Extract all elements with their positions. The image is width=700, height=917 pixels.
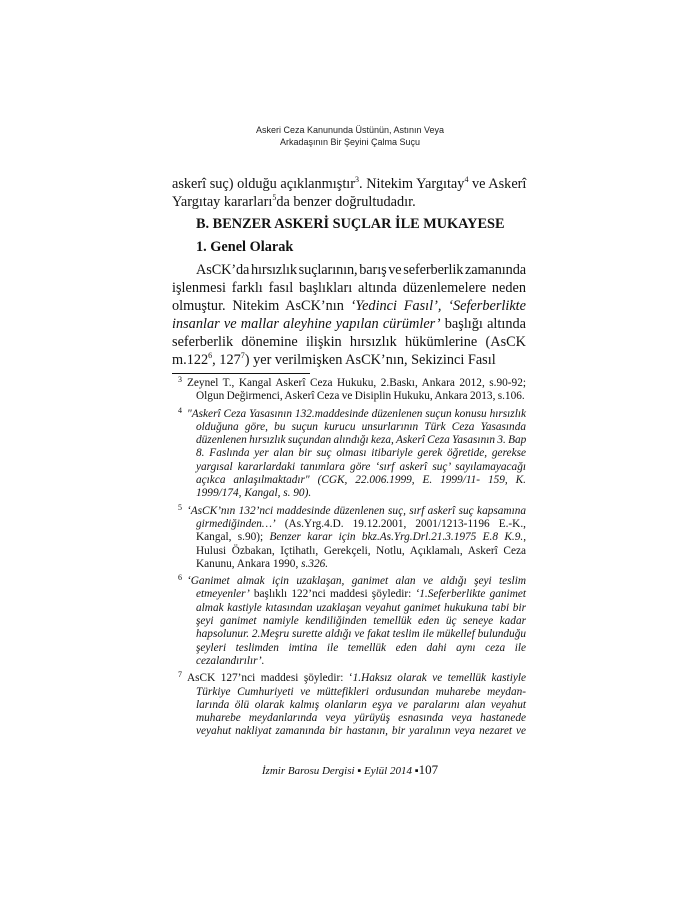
text-line	[172, 672, 526, 685]
text-segment: 8. Faslında yer alan bir suç olması itibariyle gerek öğretide, gerekse	[196, 447, 526, 460]
footnote	[172, 575, 526, 668]
footnote-number: 5	[178, 502, 182, 512]
text-line	[172, 686, 526, 699]
footnotes	[172, 377, 526, 743]
text-line	[172, 351, 526, 369]
page-footer	[0, 762, 700, 778]
text-line	[172, 297, 526, 315]
text-line	[172, 447, 526, 460]
text-segment: ‘AsCK’nın 132’nci maddesinde düzenlenen suç, sırf askerî suç kapsamına	[187, 504, 526, 517]
text-segment: Kangal, s.90);	[196, 531, 270, 544]
section-heading: B. BENZER ASKERİ SUÇLAR İLE MUKAYESE	[196, 216, 505, 232]
text-line	[172, 461, 526, 474]
text-segment: muharebe meydanlarında veya yürüyüş esnasında veya hastanede	[196, 712, 526, 725]
footnote-ref[interactable]: 7	[240, 351, 245, 361]
text-line	[172, 487, 526, 500]
text-segment: askerî suç) olduğu açıklanmıştır	[172, 176, 356, 192]
text-segment: Zeynel T., Kangal Askerî Ceza Hukuku, 2.Baskı, Ankara 2012, s.90-92;	[187, 377, 526, 389]
text-line	[172, 602, 526, 615]
text-segment: 1999/174, Kangal, s. 90).	[196, 487, 312, 500]
separator: ▪	[357, 765, 362, 777]
text-segment: düzenlenen hırsızlık suçundan alındığı keza, Askerî Ceza Yasasının 3. Bap	[196, 434, 527, 447]
footnote	[172, 405, 527, 501]
footnote-separator	[172, 373, 310, 374]
running-header-line-2: Arkadaşının Bir Şeyini Çalma Suçu	[279, 137, 421, 147]
text-line	[172, 502, 526, 518]
text-segment: hapsolunur. 2.Meşru surette aldığı ve fakat teslim ile mükellef bulunduğu	[196, 628, 526, 641]
text-segment: yargısal kararlardaki tanımlara göre ‘sırf askerî suç’ sayılamayacağı	[196, 460, 526, 473]
text-line	[172, 615, 526, 628]
footnote-number: 3	[178, 375, 182, 384]
text-segment: açıkca anlaşılmaktadır" (CGK, 22.006.1999, E. 1999/11- 159, K.	[196, 474, 526, 487]
text-segment: başlığı altında	[440, 316, 526, 332]
text-segment: Benzer karar için bkz.As.Yrg.Drl.21.3.1975 E.8 K.9.	[269, 531, 524, 544]
text-segment: başlıklı 122’nci maddesi şöyledir:	[249, 588, 416, 601]
text-segment: AsCK 127’nci maddesi şöyledir: ‘	[187, 672, 353, 685]
text-segment: Türkiye Cumhuriyeti ve müttefikleri ordusundan muharebe meydan-	[196, 685, 526, 698]
text-segment: , 127	[212, 352, 241, 368]
text-segment: 1.Haksız olarak ve temellük kastiyle	[352, 672, 526, 685]
subsection-heading: 1. Genel Olarak	[196, 239, 294, 255]
text-segment: Kanunu, Ankara 1990,	[196, 557, 302, 570]
intro-text	[172, 175, 526, 211]
text-segment: ‘Yedinci Fasıl’, ‘Seferberlikte	[350, 298, 526, 314]
text-segment: m.122	[172, 352, 209, 368]
text-line	[172, 279, 526, 297]
text-segment: "Askerî Ceza Yasasının 132.maddesinde düzenlenen suçun konusu hırsızlık	[187, 407, 526, 420]
text-line	[172, 655, 526, 668]
text-segment: girmediğinden…’	[196, 517, 276, 530]
footnote-number: 4	[178, 405, 182, 415]
text-segment: ‘Ganimet almak için uzaklaşan, ganimet alan ve aldığı şeyi teslim	[187, 575, 526, 588]
text-line	[172, 545, 526, 558]
text-segment: etmeyenler’	[196, 588, 250, 601]
text-segment: da benzer doğrultudadır.	[276, 194, 416, 210]
footnote-ref[interactable]: 5	[272, 193, 277, 203]
text-segment: (As.Yrg.4.D. 19.12.2001, 2001/1213-1196 E.-K.,	[275, 517, 526, 530]
footnote-ref[interactable]: 6	[208, 351, 213, 361]
footnote-ref[interactable]: 3	[355, 175, 360, 185]
text-line	[172, 575, 526, 588]
text-line	[172, 421, 526, 434]
footnote	[172, 377, 526, 404]
text-segment: AsCK’da hırsızlık suçlarının, barış ve seferberlik zamanında	[196, 262, 526, 278]
text-segment: ) yer verilmişken AsCK’nın, Sekizinci Fasıl	[244, 352, 496, 368]
body-paragraph	[172, 261, 526, 369]
text-line	[172, 261, 526, 279]
text-line	[172, 333, 526, 351]
text-line	[172, 642, 526, 655]
text-segment: seferberlik dönemine ilişkin hırsızlık hükümlerine (AsCK	[172, 334, 526, 350]
text-segment: şeyi ganimet namiyle kendiliğinden temellük eden üç seneye kadar	[196, 615, 526, 628]
text-line	[172, 725, 526, 738]
running-header-line-1: Askeri Ceza Kanununda Üstünün, Astının Veya	[255, 125, 445, 135]
text-segment: larında ölü olarak kalmış olanların eşya ve paralarını alan veyahut	[196, 698, 526, 711]
text-segment: ‘1.Seferberlikte ganimet	[415, 588, 527, 601]
text-line	[172, 315, 526, 333]
text-line	[172, 531, 526, 544]
footnote	[172, 502, 527, 571]
footnote-ref[interactable]: 4	[464, 175, 469, 185]
text-line	[172, 699, 526, 712]
page-number: 107	[418, 762, 439, 777]
text-line	[172, 474, 526, 487]
text-line	[172, 628, 526, 641]
separator: ▪	[414, 765, 419, 777]
text-segment: . Nitekim Yargıtay	[359, 176, 465, 192]
text-segment: Yargıtay kararları	[172, 194, 273, 210]
text-line	[172, 377, 526, 390]
footnote-number: 6	[178, 573, 182, 583]
issue-date: Eylül 2014	[363, 765, 412, 777]
text-segment: ,	[523, 531, 527, 544]
text-line	[172, 518, 526, 531]
text-line	[172, 558, 526, 571]
journal-name: İzmir Barosu Dergisi	[261, 765, 355, 777]
text-segment: ve Askerî	[468, 176, 527, 192]
footnote-number: 7	[178, 670, 182, 680]
text-line	[172, 175, 526, 193]
text-segment: almak kastiyle kıtasından uzaklaşan veyahut ganimet hukukuna tabi bir	[196, 601, 526, 614]
text-segment: işlenmesi farklı fasıl başlıkları altında düzenlemelere neden	[172, 280, 526, 296]
text-segment: olduğuna göre, bu suçun kurucu unsurlarının Türk Ceza Yasasında	[196, 420, 526, 433]
text-segment: veyahut nakliyat zamanında bir hastanın, bir yaralının veya nezaret ve	[196, 725, 526, 738]
text-line	[172, 405, 526, 421]
text-segment: Olgun Değirmenci, Askerî Ceza ve Disiplin Hukuku, Ankara 2013, s.106.	[196, 390, 525, 403]
text-segment: s.326.	[301, 557, 329, 570]
text-segment: şeyleri teslimden imtina ile temellük eden dahi aynı ceza ile	[196, 641, 526, 654]
text-line	[172, 434, 526, 447]
text-line	[172, 193, 526, 211]
text-line	[172, 390, 526, 403]
text-segment: insanlar ve mallar aleyhine yapılan cürümler’	[172, 316, 441, 332]
text-segment: olmuştur. Nitekim AsCK’nın	[172, 298, 351, 314]
text-line	[172, 712, 526, 725]
text-segment: cezalandırılır’.	[196, 654, 265, 667]
text-segment: Hulusi Özbakan, Içtihatlı, Gerekçeli, Notlu, Açıklamalı, Askerî Ceza	[196, 544, 526, 557]
text-line	[172, 588, 526, 601]
footnote	[172, 672, 526, 738]
